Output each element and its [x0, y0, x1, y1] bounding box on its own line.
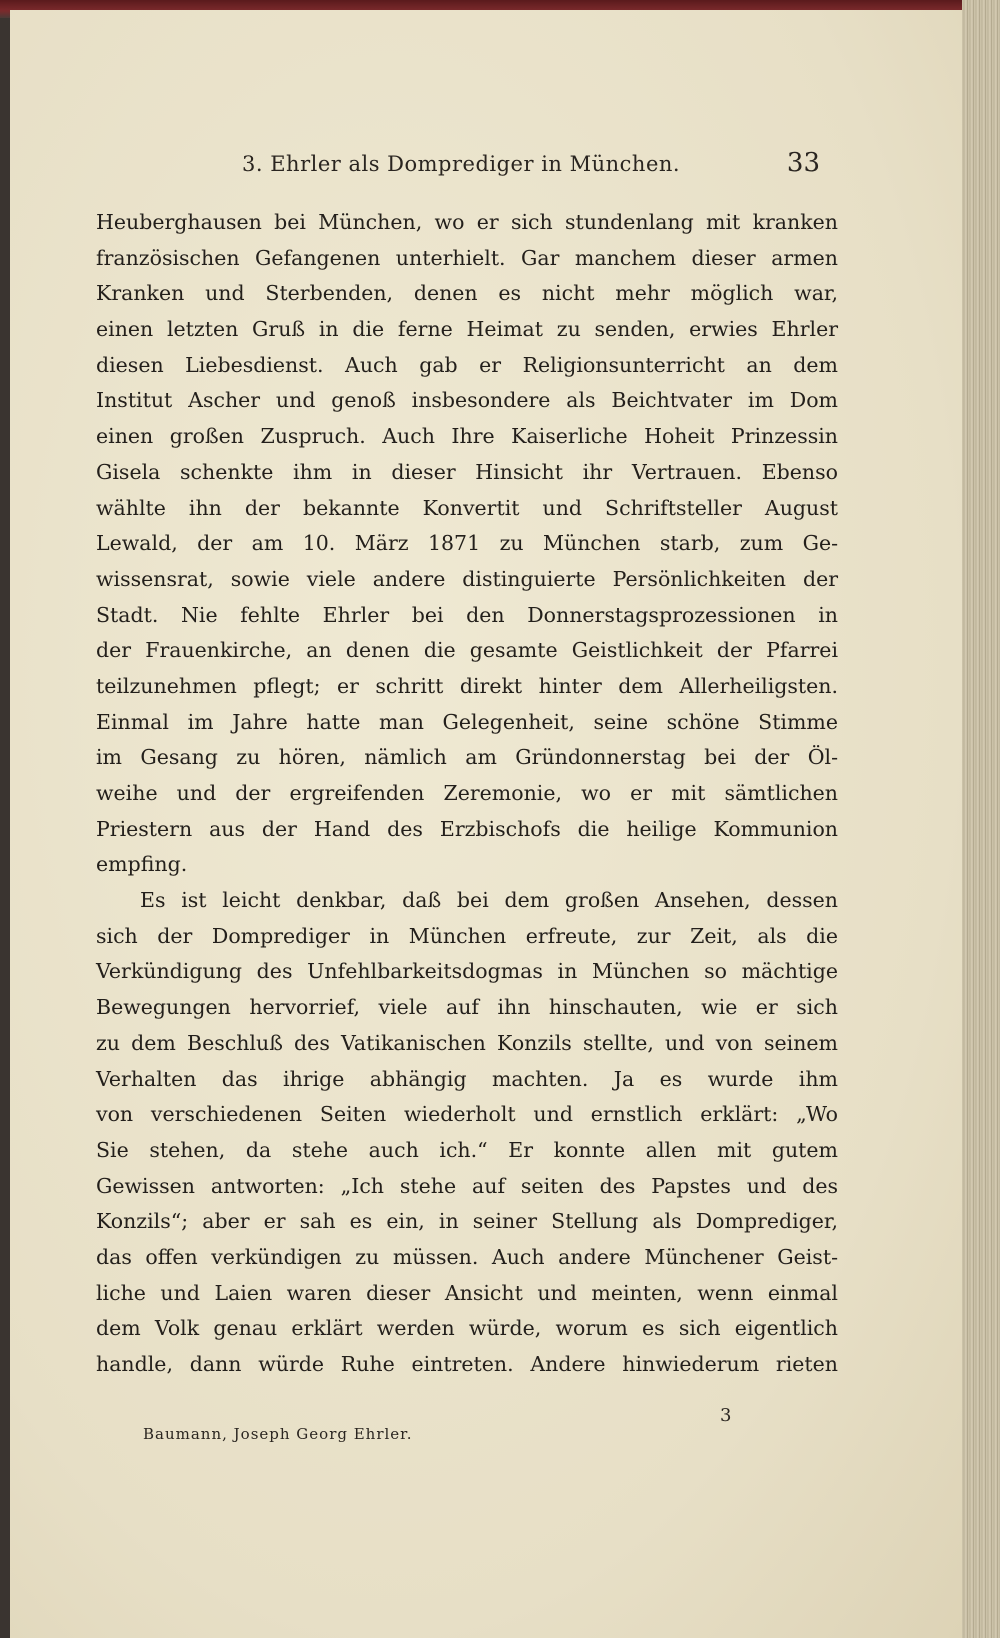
text-line: dem Volk genau erklärt werden würde, worum es sich eigentlich — [96, 1316, 838, 1341]
running-title: 3. Ehrler als Domprediger in München. — [242, 152, 681, 176]
text-line: Konzils“; aber er sah es ein, in seiner Stellung als Domprediger, — [96, 1209, 838, 1234]
text-line: Verhalten das ihrige abhängig machten. Ja es wurde ihm — [96, 1066, 838, 1091]
text-line: Priestern aus der Hand des Erzbischofs die heilige Kommunion — [96, 816, 838, 841]
text-line: Kranken und Sterbenden, denen es nicht mehr möglich war, — [96, 281, 838, 306]
text-line: im Gesang zu hören, nämlich am Gründonnerstag bei der Öl- — [96, 745, 838, 770]
text-line: Heuberghausen bei München, wo er sich stundenlang mit kranken — [96, 210, 838, 234]
text-line: französischen Gefangenen unterhielt. Gar manchem dieser armen — [96, 245, 838, 270]
text-line: Gewissen antworten: „Ich stehe auf seiten des Papstes und des — [96, 1173, 838, 1198]
text-line: Bewegungen hervorrief, viele auf ihn hinschauten, wie er sich — [96, 995, 838, 1020]
text-line: wissensrat, sowie viele andere distinguierte Persönlichkeiten der — [96, 566, 838, 591]
text-line: diesen Liebesdienst. Auch gab er Religionsunterricht an dem — [96, 352, 838, 377]
text-line: Es ist leicht denkbar, daß bei dem großen Ansehen, dessen — [140, 888, 838, 913]
text-line: liche und Laien waren dieser Ansicht und meinten, wenn einmal — [96, 1280, 838, 1305]
footer-book-note: Baumann, Joseph Georg Ehrler. — [143, 1425, 413, 1443]
page-number: 33 — [786, 148, 820, 178]
text-line: zu dem Beschluß des Vatikanischen Konzils stellte, und von seinem — [96, 1030, 838, 1055]
text-line: einen letzten Gruß in die ferne Heimat zu senden, erwies Ehrler — [96, 317, 838, 342]
text-line: einen großen Zuspruch. Auch Ihre Kaiserliche Hoheit Prinzessin — [96, 424, 838, 449]
text-line: von verschiedenen Seiten wiederholt und ernstlich erklärt: „Wo — [96, 1102, 838, 1127]
page-header — [230, 148, 820, 184]
text-line: Verkündigung des Unfehlbarkeitsdogmas in München so mächtige — [96, 959, 838, 984]
text-line: Lewald, der am 10. März 1871 zu München starb, zum Ge- — [96, 531, 838, 556]
text-line: teilzunehmen pflegt; er schritt direkt hinter dem Allerheiligsten. — [96, 673, 838, 698]
text-line: empfing. — [96, 852, 188, 877]
text-line: wählte ihn der bekannte Konvertit und Schriftsteller August — [96, 495, 838, 520]
text-line: Gisela schenkte ihm in dieser Hinsicht ihr Vertrauen. Ebenso — [96, 459, 838, 484]
text-line: das offen verkündigen zu müssen. Auch andere Münchener Geist- — [96, 1244, 838, 1269]
body-text — [96, 205, 838, 1383]
signature-mark: 3 — [720, 1405, 732, 1426]
text-line: Institut Ascher und genoß insbesondere als Beichtvater im Dom — [96, 388, 838, 413]
text-line: Einmal im Jahre hatte man Gelegenheit, seine schöne Stimme — [96, 709, 838, 734]
text-line: Sie stehen, da stehe auch ich.“ Er konnte allen mit gutem — [96, 1137, 838, 1162]
book-page-stack — [962, 0, 1000, 1638]
text-line: Stadt. Nie fehlte Ehrler bei den Donnerstagsprozessionen in — [96, 602, 838, 627]
text-line: weihe und der ergreifenden Zeremonie, wo er mit sämtlichen — [96, 781, 838, 805]
text-line: handle, dann würde Ruhe eintreten. Andere hinwiederum rieten — [96, 1352, 838, 1376]
text-line: der Frauenkirche, an denen die gesamte Geistlichkeit der Pfarrei — [96, 638, 838, 663]
text-line: sich der Domprediger in München erfreute, zur Zeit, als die — [96, 923, 838, 948]
